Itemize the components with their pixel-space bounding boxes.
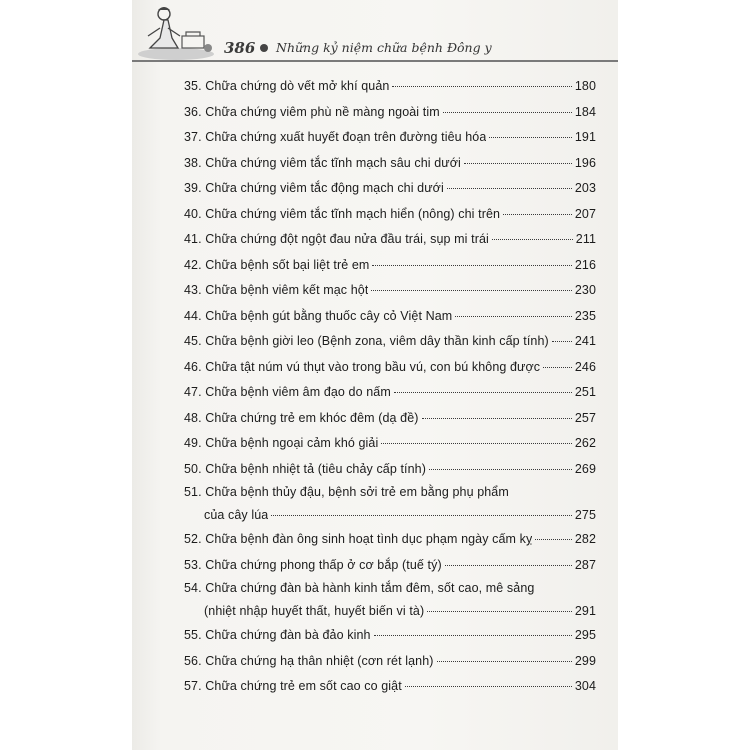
toc-entry	[184, 125, 596, 151]
toc-entry	[184, 431, 596, 457]
entry-page: 207	[574, 206, 596, 221]
entry-page: 211	[575, 232, 596, 246]
entry-title: Chữa chứng dò vết mở khí quản	[205, 79, 390, 93]
entry-number: 44.	[184, 308, 202, 323]
entry-title: Chữa bệnh gút bằng thuốc cây cỏ Việt Nam	[205, 308, 453, 323]
entry-page: 251	[574, 385, 596, 399]
entry-title: Chữa bệnh viêm âm đạo do nấm	[205, 385, 391, 399]
dot-leader	[552, 341, 572, 342]
entry-page: 191	[574, 130, 596, 144]
entry-number: 57.	[184, 679, 202, 693]
entry-page: 291	[574, 604, 596, 618]
toc-entry	[184, 457, 596, 483]
entry-page: 299	[574, 653, 596, 668]
entry-page: 203	[574, 181, 596, 195]
dot-leader	[381, 443, 571, 444]
entry-title: Chữa chứng viêm phù nề màng ngoài tim	[205, 104, 440, 119]
dot-leader	[422, 418, 572, 419]
running-title: Những kỷ niệm chữa bệnh Đông y	[276, 40, 492, 55]
toc-entry	[184, 553, 596, 579]
entry-title: Chữa bệnh nhiệt tả (tiêu chảy cấp tính)	[205, 461, 426, 476]
entry-title: Chữa chứng đàn bà đảo kinh	[205, 628, 371, 642]
entry-number: 54.	[184, 581, 202, 595]
entry-title: Chữa chứng trẻ em khóc đêm (dạ đề)	[205, 410, 419, 425]
toc-entry	[184, 100, 596, 126]
entry-page: 304	[574, 679, 596, 693]
dot-leader	[392, 86, 571, 87]
dot-leader	[503, 214, 572, 215]
entry-title: Chữa bệnh viêm kết mạc hột	[205, 283, 369, 297]
dot-leader	[374, 635, 572, 636]
dot-leader	[447, 188, 572, 189]
toc-entry	[184, 202, 596, 228]
entry-title: Chữa chứng đột ngột đau nửa đầu trái, sụp mi trái	[205, 232, 489, 246]
dot-leader	[489, 137, 571, 138]
entry-page: 241	[574, 334, 596, 348]
entry-page: 184	[574, 104, 596, 119]
book-page	[132, 0, 618, 750]
entry-number: 53.	[184, 557, 202, 572]
running-header	[132, 0, 618, 70]
entry-title: Chữa chứng trẻ em sốt cao co giật	[205, 679, 402, 693]
toc-entry	[184, 482, 596, 527]
toc-entry	[184, 278, 596, 304]
dot-leader	[371, 290, 571, 291]
entry-page: 235	[574, 308, 596, 323]
dot-leader	[271, 515, 572, 516]
header-rule	[132, 60, 618, 62]
toc-entry	[184, 527, 596, 553]
dot-leader	[443, 112, 572, 113]
entry-title-continued: (nhiệt nhập huyết thất, huyết biến vi tà)	[204, 604, 425, 618]
toc-entry	[184, 406, 596, 432]
toc-entry	[184, 649, 596, 675]
entry-page: 262	[574, 436, 596, 450]
entry-title: Chữa chứng viêm tắc động mạch chi dưới	[205, 181, 444, 195]
entry-number: 39.	[184, 181, 202, 195]
entry-number: 35.	[184, 79, 202, 93]
dot-leader	[372, 265, 571, 266]
entry-number: 49.	[184, 436, 202, 450]
table-of-contents	[184, 74, 596, 700]
entry-title-continued: của cây lúa	[204, 508, 269, 522]
entry-title: Chữa chứng xuất huyết đoạn trên đường tiêu hóa	[205, 130, 487, 144]
entry-number: 56.	[184, 653, 202, 668]
entry-title: Chữa bệnh sốt bại liệt trẻ em	[205, 257, 370, 272]
dot-leader	[429, 469, 572, 470]
dot-leader	[464, 163, 572, 164]
entry-number: 43.	[184, 283, 202, 297]
entry-page: 295	[574, 628, 596, 642]
entry-number: 48.	[184, 410, 202, 425]
entry-title: Chữa bệnh giời leo (Bệnh zona, viêm dây thần kinh cấp tính)	[205, 334, 549, 348]
dot-leader	[394, 392, 572, 393]
entry-number: 37.	[184, 130, 202, 144]
entry-page: 216	[574, 257, 596, 272]
toc-entry	[184, 380, 596, 406]
entry-number: 45.	[184, 334, 202, 348]
dot-leader	[437, 661, 572, 662]
page-number: 386	[224, 39, 256, 57]
entry-page: 269	[574, 461, 596, 476]
entry-title: Chữa chứng hạ thân nhiệt (cơn rét lạnh)	[205, 653, 434, 668]
entry-number: 50.	[184, 461, 202, 476]
entry-title: Chữa chứng phong thấp ở cơ bắp (tuế tý)	[205, 557, 442, 572]
dot-leader	[543, 367, 572, 368]
entry-number: 42.	[184, 257, 202, 272]
entry-title: Chữa chứng viêm tắc tĩnh mạch sâu chi dưới	[205, 155, 461, 170]
yin-yang-icon	[260, 44, 268, 52]
entry-page: 257	[574, 410, 596, 425]
entry-title: Chữa tật núm vú thụt vào trong bầu vú, con bú không được	[205, 359, 541, 374]
entry-title: Chữa chứng viêm tắc tĩnh mạch hiển (nông) chi trên	[205, 206, 501, 221]
entry-number: 36.	[184, 104, 202, 119]
entry-title: Chữa bệnh thủy đậu, bệnh sởi trẻ em bằng phụ phẩm	[205, 485, 509, 499]
entry-page: 180	[574, 79, 596, 93]
entry-page: 282	[574, 532, 596, 546]
entry-number: 52.	[184, 532, 202, 546]
toc-entry	[184, 578, 596, 623]
toc-entry	[184, 329, 596, 355]
toc-entry	[184, 253, 596, 279]
entry-page: 246	[574, 359, 596, 374]
entry-number: 46.	[184, 359, 202, 374]
toc-entry	[184, 304, 596, 330]
toc-entry	[184, 355, 596, 381]
entry-title: Chữa bệnh ngoại cảm khó giải	[205, 436, 379, 450]
entry-page: 230	[574, 283, 596, 297]
dot-leader	[405, 686, 572, 687]
entry-number: 38.	[184, 155, 202, 170]
entry-number: 40.	[184, 206, 202, 221]
entry-number: 41.	[184, 232, 202, 246]
toc-entry	[184, 151, 596, 177]
seated-physician-icon	[136, 2, 216, 62]
toc-entry	[184, 623, 596, 649]
toc-entry	[184, 74, 596, 100]
entry-number: 51.	[184, 485, 202, 499]
toc-entry	[184, 227, 596, 253]
entry-title: Chữa bệnh đàn ông sinh hoạt tình dục phạm ngày cấm kỵ	[205, 532, 533, 546]
entry-number: 55.	[184, 628, 202, 642]
entry-title: Chữa chứng đàn bà hành kinh tắm đêm, sốt cao, mê sảng	[205, 581, 535, 595]
entry-number: 47.	[184, 385, 202, 399]
toc-entry	[184, 674, 596, 700]
dot-leader	[455, 316, 572, 317]
entry-page: 275	[574, 508, 596, 522]
entry-page: 196	[574, 155, 596, 170]
entry-page: 287	[574, 557, 596, 572]
dot-leader	[492, 239, 573, 240]
toc-entry	[184, 176, 596, 202]
dot-leader	[445, 565, 572, 566]
dot-leader	[427, 611, 572, 612]
dot-leader	[535, 539, 572, 540]
